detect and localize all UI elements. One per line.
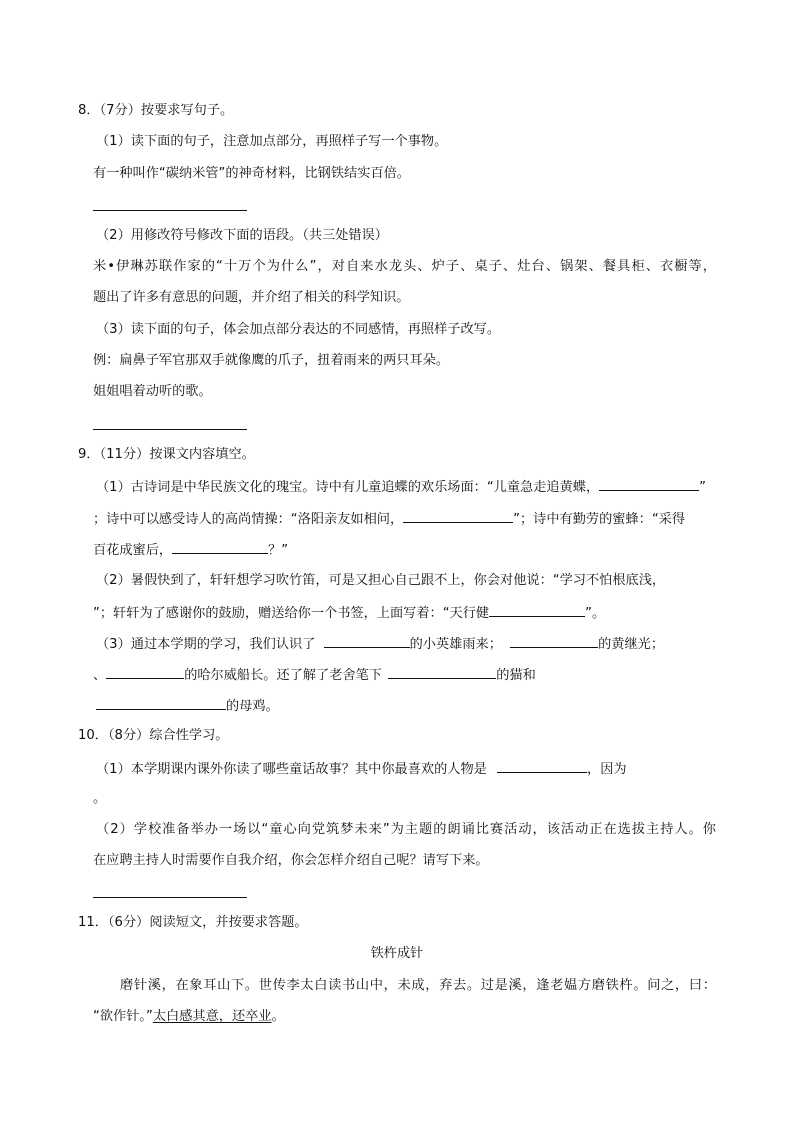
q9-part1-line1 [96,478,706,496]
q9-part2-text-b-end: ”。 [585,606,606,621]
q9-part3-text-b2: 的哈尔威船长。还了解了老舍笔下 [184,668,382,683]
q8-part2-instruction: （2）用修改符号修改下面的语段。（共三处错误） [96,228,388,243]
q10-part1-text-a: （1）本学期课内课外你读了哪些童话故事？其中你最喜欢的人物是 [96,762,487,777]
q10-part2-line2: 在应聘主持人时需要作自我介绍，你会怎样介绍自己呢？请写下来。 [93,853,489,868]
q11-passage-line2 [93,1009,285,1025]
q9-part1-text-a-end: ” [699,480,707,495]
q11-passage-line1: 磨针溪，在象耳山下。世传李太白读书山中，未成，弃去。过是溪，逢老媪方磨铁杵。问之，曰： [120,978,716,993]
q10-part1-line1 [96,760,627,778]
q9-part3-line2 [93,666,536,684]
q9-part1-line2 [93,510,685,528]
q11-passage-quote: “欲作针。” [93,1009,153,1024]
q9-part1-line3 [93,541,288,559]
q11-passage-period: 。 [271,1009,285,1024]
q9-part3-line3 [96,697,279,715]
q11-header: 11．（6分）阅读短文，并按要求答题。 [78,915,308,930]
q9-part3-text-a2: 的小英雄雨来； [409,637,502,652]
q8-header: 8．（7分）按要求写句子。 [78,103,234,118]
q9-part1-text-b-end: ”；诗中有勤劳的蜜蜂：“采得 [513,512,686,527]
q9-blank-1[interactable] [599,478,699,491]
q8-part1-example: 有一种叫作“碳纳米管”的神奇材料，比钢铁结实百倍。 [93,166,410,181]
q9-part3-text-b1: 、 [93,668,107,683]
q9-part1-text-a: （1）古诗词是中华民族文化的瑰宝。诗中有儿童追蝶的欢乐场面：“儿童急走追黄蝶， [96,480,600,495]
q10-part2-line1: （2）学校准备举办一场以“童心向党筑梦未来”为主题的朗诵比赛活动，该活动正在选拔主持人。你 [96,822,716,837]
q11-underlined-sentence: 太白感其意，还卒业 [152,1009,272,1024]
q9-blank-8[interactable] [388,666,496,679]
q9-part1-text-c-end: ？” [268,543,289,558]
q9-part2-text-b: ”；轩轩为了感谢你的鼓励，赠送给你一个书签，上面写着：“天行健 [93,606,490,621]
q10-header: 10．（8分）综合性学习。 [78,728,229,743]
q9-blank-2[interactable] [403,510,513,523]
q8-part2-text-line1: 米•伊琳苏联作家的“十万个为什么”，对自来水龙头、炉子、桌子、灶台、锅架、餐具柜、衣橱等， [93,259,716,274]
q8-part3-example: 例：扁鼻子军官那双手就像鹰的爪子，扭着雨来的两只耳朵。 [93,353,450,368]
q8-part2-text-line2: 题出了许多有意思的问题，并介绍了相关的科学知识。 [93,290,410,305]
q8-part3-task: 姐姐唱着动听的歌。 [93,384,212,399]
q9-blank-5[interactable] [324,635,410,648]
q9-blank-7[interactable] [106,666,184,679]
q10-part1-text-a2: ，因为 [587,762,627,777]
q9-blank-6[interactable] [510,635,598,648]
q10-part1-line2: 。 [93,791,107,806]
q8-part1-answer-line[interactable] [93,210,247,211]
q9-part1-text-c: 百花成蜜后， [93,543,173,558]
q9-part3-text-a3: 的黄继光； [598,637,665,652]
q9-blank-4[interactable] [489,604,585,617]
q11-passage-title: 铁杵成针 [370,946,424,961]
q9-part1-text-b: ；诗中可以感受诗人的高尚情操：“洛阳亲友如相问， [93,512,404,527]
q9-blank-3[interactable] [172,541,268,554]
q9-part2-line2 [93,604,605,622]
q9-part3-text-b3: 的猫和 [496,668,536,683]
q9-header: 9．（11分）按课文内容填空。 [78,447,255,462]
q8-part3-answer-line[interactable] [93,429,247,430]
q9-part3-text-c: 的母鸡。 [226,699,279,714]
q8-part3-instruction: （3）读下面的句子，体会加点部分表达的不同感情，再照样子改写。 [96,322,501,337]
q9-part3-line1 [96,635,664,653]
q10-part2-answer-line[interactable] [93,897,247,898]
q9-part2-line1: （2）暑假快到了，轩轩想学习吹竹笛，可是又担心自己跟不上，你会对他说：“学习不怕根底浅， [96,573,666,588]
q9-blank-9[interactable] [96,697,226,710]
q8-part1-instruction: （1）读下面的句子，注意加点部分，再照样子写一个事物。 [96,134,448,149]
q10-blank-1[interactable] [497,760,587,773]
q9-part3-text-a: （3）通过本学期的学习，我们认识了 [96,637,316,652]
